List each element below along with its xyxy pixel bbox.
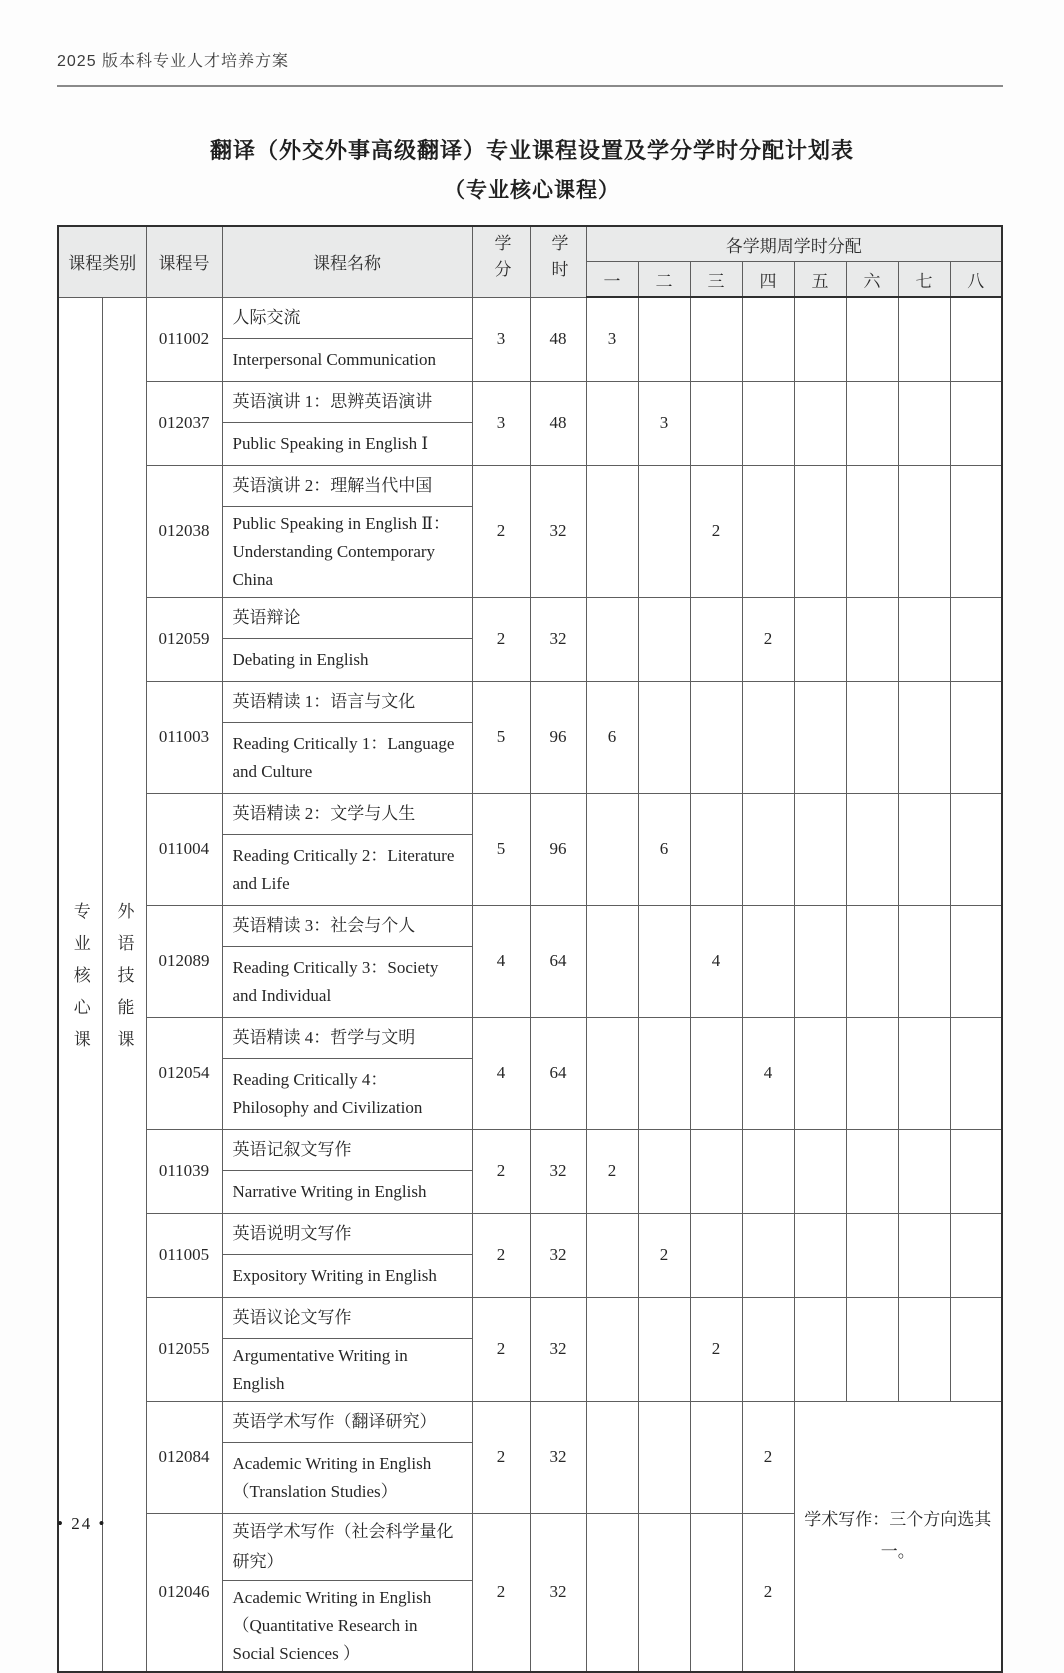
table-row [58,1129,1002,1213]
credits-cell: 4 [472,905,530,1017]
header-hours [530,226,586,297]
semester-cell [846,905,898,1017]
course-name-cn: 英语精读 3：社会与个人 [223,906,472,947]
course-number-cell: 011004 [146,793,222,905]
table-header-row [58,226,1002,262]
course-name-cn: 英语辩论 [223,598,472,639]
semester-cell [638,1017,690,1129]
credits-cell: 2 [472,465,530,597]
semester-cell [950,465,1002,597]
semester-cell [586,597,638,681]
semester-cell [690,1129,742,1213]
table-row [58,381,1002,465]
course-name-cn: 英语记叙文写作 [223,1130,472,1171]
semester-cell [846,381,898,465]
course-name-cn: 人际交流 [223,298,472,339]
semester-cell [950,1213,1002,1297]
table-row [58,297,1002,381]
course-name-cell [222,465,472,597]
course-number-cell: 011005 [146,1213,222,1297]
course-number-cell: 012059 [146,597,222,681]
page-title: 翻译（外交外事高级翻译）专业课程设置及学分学时分配计划表 [209,138,854,163]
hours-cell: 64 [530,1017,586,1129]
semester-cell: 4 [690,905,742,1017]
course-number-cell: 012037 [146,381,222,465]
semester-cell [586,1513,638,1672]
semester-cell [690,1213,742,1297]
hours-cell: 32 [530,1513,586,1672]
semester-cell: 2 [690,1297,742,1401]
course-name-cn: 英语学术写作（社会科学量化研究） [223,1514,472,1581]
semester-cell: 2 [638,1213,690,1297]
semester-cell [794,1213,846,1297]
header-semester-group: 各学期周学时分配 [586,226,1002,262]
semester-cell [586,1017,638,1129]
semester-cell [690,1513,742,1672]
course-name-cell [222,905,472,1017]
semester-cell [742,1213,794,1297]
table-row [58,681,1002,793]
table-row [58,1213,1002,1297]
semester-cell [638,297,690,381]
course-number-cell: 011002 [146,297,222,381]
semester-cell [638,1513,690,1672]
course-name-cn: 英语说明文写作 [223,1214,472,1255]
table-row [58,905,1002,1017]
course-name-en: Reading Critically 3：Society and Individual [232,957,439,1005]
hours-cell: 48 [530,381,586,465]
semester-cell [846,793,898,905]
semester-cell [898,1017,950,1129]
course-number-cell: 012038 [146,465,222,597]
credits-cell: 3 [472,381,530,465]
hours-cell: 64 [530,905,586,1017]
semester-cell: 2 [742,597,794,681]
credits-cell: 2 [472,1513,530,1672]
hours-cell: 32 [530,1297,586,1401]
course-name-en: Narrative Writing in English [232,1181,427,1201]
course-name-en: Debating in English [232,649,369,669]
semester-cell [794,1129,846,1213]
course-name-cn: 英语演讲 2：理解当代中国 [223,466,472,507]
course-name-en: Public Speaking in English Ⅱ：Understanding Contemporary China [232,513,450,589]
semester-cell [950,1129,1002,1213]
header-sem-2: 二 [638,262,690,298]
course-name-cn: 英语精读 4：哲学与文明 [223,1018,472,1059]
header-rule [57,85,1003,87]
semester-cell [586,1401,638,1513]
semester-cell: 2 [586,1129,638,1213]
course-name-en: Reading Critically 2：Literature and Life [232,845,455,893]
semester-cell [950,597,1002,681]
semester-cell [794,465,846,597]
semester-cell [742,381,794,465]
semester-cell [846,681,898,793]
semester-cell [898,297,950,381]
semester-cell [690,381,742,465]
credits-cell: 5 [472,793,530,905]
semester-cell [690,597,742,681]
course-number-cell: 012046 [146,1513,222,1672]
semester-cell [638,1297,690,1401]
semester-cell [846,1017,898,1129]
semester-cell [898,381,950,465]
document-header: 2025 版本科专业人才培养方案 [57,53,290,70]
header-sem-6: 六 [846,262,898,298]
semester-cell [586,905,638,1017]
course-name-cn: 英语精读 1：语言与文化 [223,682,472,723]
semester-cell: 2 [742,1513,794,1672]
semester-cell [950,381,1002,465]
course-name-cell [222,681,472,793]
hours-cell: 96 [530,681,586,793]
table-row [58,1401,1002,1513]
course-name-cn: 英语议论文写作 [223,1298,472,1339]
header-course-name: 课程名称 [222,226,472,297]
semester-cell [846,1129,898,1213]
semester-cell [586,1213,638,1297]
semester-cell [690,793,742,905]
course-name-cell [222,597,472,681]
course-name-en: Reading Critically 1：Language and Culture [232,733,455,781]
course-name-cn: 英语演讲 1：思辨英语演讲 [223,382,472,423]
semester-cell [742,793,794,905]
semester-cell [794,793,846,905]
semester-cell [638,1129,690,1213]
hours-cell: 32 [530,1401,586,1513]
course-number-cell: 012055 [146,1297,222,1401]
hours-cell: 32 [530,465,586,597]
semester-cell [690,1017,742,1129]
hours-cell: 32 [530,597,586,681]
semester-cell [846,597,898,681]
category-major-core-label: 专业核心课 [70,901,90,1062]
semester-cell [586,1297,638,1401]
course-name-cn: 英语精读 2：文学与人生 [223,794,472,835]
credits-cell: 2 [472,1401,530,1513]
semester-cell [898,1297,950,1401]
course-name-cell [222,297,472,381]
course-name-cell [222,1129,472,1213]
semester-cell [950,297,1002,381]
table-row [58,597,1002,681]
credits-cell: 2 [472,1297,530,1401]
course-name-en: Public Speaking in English Ⅰ [232,433,429,453]
table-row [58,1017,1002,1129]
course-name-cell [222,793,472,905]
header-hours-label: 学时 [548,234,568,287]
semester-cell [586,793,638,905]
header-sem-5: 五 [794,262,846,298]
header-credits [472,226,530,297]
course-number-cell: 012084 [146,1401,222,1513]
semester-cell [898,1129,950,1213]
hours-cell: 32 [530,1213,586,1297]
semester-cell [950,1297,1002,1401]
course-name-cell [222,381,472,465]
course-name-en: Interpersonal Communication [232,349,436,369]
semester-cell: 2 [742,1401,794,1513]
course-name-en: Argumentative Writing in English [232,1345,408,1393]
semester-cell [794,1297,846,1401]
semester-cell [898,793,950,905]
course-name-cell [222,1297,472,1401]
course-name-en: Academic Writing in English （Quantitative Research in Social Sciences ） [232,1587,432,1663]
semester-cell [586,381,638,465]
hours-cell: 32 [530,1129,586,1213]
course-table [57,225,1003,1673]
course-name-en: Reading Critically 4：Philosophy and Civilization [232,1069,423,1117]
hours-cell: 48 [530,297,586,381]
semester-cell [794,905,846,1017]
semester-cell [742,1129,794,1213]
table-row [58,465,1002,597]
semester-cell [742,905,794,1017]
semester-cell [898,597,950,681]
course-name-cell [222,1017,472,1129]
semester-cell [794,681,846,793]
semester-cell [638,681,690,793]
category-major-core [58,297,102,1672]
semester-cell: 4 [742,1017,794,1129]
semester-cell [898,681,950,793]
credits-cell: 3 [472,297,530,381]
semester-cell [742,297,794,381]
table-row [58,793,1002,905]
semester-cell [950,1017,1002,1129]
semester-cell [586,465,638,597]
page-subtitle: （专业核心课程） [444,179,620,202]
semester-cell: 6 [586,681,638,793]
semester-cell: 6 [638,793,690,905]
semester-cell [638,597,690,681]
semester-cell [690,1401,742,1513]
semester-cell [898,465,950,597]
semester-cell [690,681,742,793]
course-number-cell: 012054 [146,1017,222,1129]
credits-cell: 2 [472,1129,530,1213]
semester-cell [846,465,898,597]
semester-cell [742,1297,794,1401]
header-course-no: 课程号 [146,226,222,297]
semester-cell [950,681,1002,793]
semester-cell [638,1401,690,1513]
page-number: • 24 • [57,1514,107,1533]
semester-cell [794,1017,846,1129]
semester-cell [950,905,1002,1017]
credits-cell: 2 [472,1213,530,1297]
course-number-cell: 012089 [146,905,222,1017]
semester-cell [898,905,950,1017]
course-name-en: Academic Writing in English （Translation Studies） [232,1453,432,1501]
course-name-cn: 英语学术写作（翻译研究） [223,1402,472,1443]
header-sem-1: 一 [586,262,638,298]
semester-cell [950,793,1002,905]
hours-cell: 96 [530,793,586,905]
course-name-cell [222,1513,472,1672]
semester-cell [638,465,690,597]
course-name-cell [222,1401,472,1513]
credits-cell: 4 [472,1017,530,1129]
semester-cell [742,681,794,793]
semester-cell [846,297,898,381]
semester-cell [846,1297,898,1401]
semester-cell [638,905,690,1017]
semester-cell: 3 [638,381,690,465]
semester-cell [794,381,846,465]
category-language-skills-label: 外语技能课 [114,901,134,1062]
semester-cell [794,597,846,681]
credits-cell: 5 [472,681,530,793]
semester-cell [742,465,794,597]
academic-writing-note: 学术写作：三个方向选其一。 [794,1401,1002,1672]
header-credits-label: 学分 [491,234,511,287]
semester-cell [846,1213,898,1297]
course-number-cell: 011039 [146,1129,222,1213]
course-number-cell: 011003 [146,681,222,793]
table-row [58,1297,1002,1401]
course-name-cell [222,1213,472,1297]
header-sem-8: 八 [950,262,1002,298]
header-sem-3: 三 [690,262,742,298]
header-sem-7: 七 [898,262,950,298]
semester-cell [898,1213,950,1297]
semester-cell: 3 [586,297,638,381]
header-sem-4: 四 [742,262,794,298]
header-category: 课程类别 [58,226,146,297]
semester-cell [690,297,742,381]
semester-cell: 2 [690,465,742,597]
category-language-skills [102,297,146,1672]
semester-cell [794,297,846,381]
course-name-en: Expository Writing in English [232,1265,437,1285]
credits-cell: 2 [472,597,530,681]
